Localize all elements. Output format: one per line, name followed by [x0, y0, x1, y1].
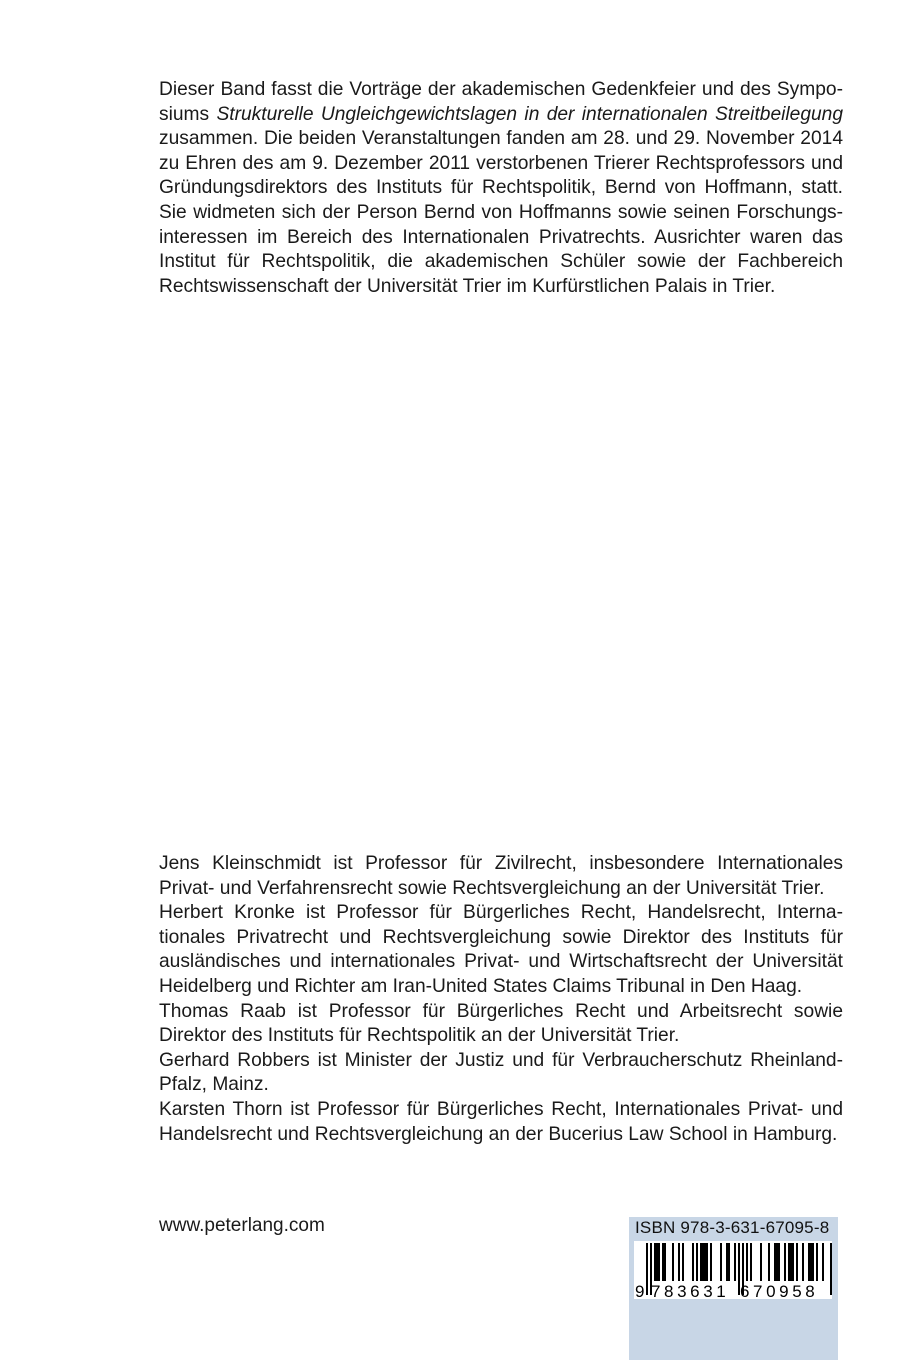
barcode-bar: [720, 1243, 722, 1281]
symposium-title: Strukturelle Ungleichgewichtslagen in der internationalen Streitbeilegung: [216, 103, 844, 125]
barcode-bar: [812, 1243, 814, 1281]
barcode-bar: [816, 1243, 818, 1281]
barcode-bar: [784, 1243, 786, 1281]
blurb-text-intro: Dieser Band fasst die Vorträge der akademischen Gedenkfeier und des Symposiums: [159, 79, 843, 125]
barcode-bar: [790, 1243, 792, 1281]
barcode-bar: [746, 1243, 748, 1281]
barcode-bar: [710, 1243, 712, 1281]
barcode-bar: [810, 1243, 812, 1281]
barcode-digits-left: 783631: [651, 1282, 730, 1299]
barcode-bar: [774, 1243, 776, 1281]
barcode-digits-right: 670958: [740, 1282, 819, 1299]
author-biographies: [159, 852, 843, 1147]
barcode-graphic: [634, 1241, 832, 1299]
blurb-text-body: zusammen. Die beiden Veranstaltungen fanden am 28. und 29. November 2014 zu Ehren des am 9. Dezember 2011 verstorbenen Trierer Rechtsprofessors und Gründungsdirektors des Instituts für Rechtspolitik, Bernd von Hoffmann, statt. Sie widmeten sich der Person Bernd von Hoffmanns sowie seinen Forschungsinteressen im Bereich des Internationalen Privatrechts. Ausrichter waren das Institut für Rechtspolitik, die akademischen Schüler sowie der Fachbereich Rechtswissenschaft der Universität Trier im Kurfürstlichen Palais in Trier.: [159, 128, 843, 297]
barcode-bar: [760, 1243, 762, 1281]
barcode-bar: [692, 1243, 694, 1281]
barcode-bar: [734, 1243, 736, 1281]
barcode-bar: [664, 1243, 666, 1281]
author-bio-kronke: Herbert Kronke ist Professor für Bürgerliches Recht, Handelsrecht, Internationales Privatrecht und Rechtsvergleichung sowie Direktor des Instituts für ausländisches und internationales Privat- und Wirtschaftsrecht der Universität Heidelberg und Richter am Iran-United States Claims Tribunal in Den Haag.: [159, 902, 843, 997]
barcode-bar: [750, 1243, 752, 1281]
barcode-bar: [768, 1243, 770, 1281]
barcode-bar: [656, 1243, 658, 1281]
barcode-bar: [678, 1243, 680, 1281]
author-bio-robbers: Gerhard Robbers ist Minister der Justiz und für Verbraucherschutz Rheinland-Pfalz, Mainz.: [159, 1049, 843, 1096]
barcode-bar: [802, 1243, 804, 1281]
blurb-paragraph: [159, 78, 843, 299]
barcode-bar: [830, 1243, 832, 1295]
barcode-bar: [704, 1243, 706, 1281]
barcode-bar: [788, 1243, 790, 1281]
barcode-bar: [702, 1243, 704, 1281]
isbn-number: ISBN 978-3-631-67095-8: [635, 1218, 830, 1237]
barcode-bar: [726, 1243, 728, 1281]
barcode-bar: [682, 1243, 684, 1281]
isbn-box: [629, 1217, 838, 1360]
publisher-website[interactable]: www.peterlang.com: [159, 1215, 325, 1236]
barcode-bar: [706, 1243, 708, 1281]
back-cover-blurb: [159, 78, 843, 299]
barcode-bar: [822, 1243, 824, 1281]
barcode-digit-first: 9: [635, 1282, 645, 1299]
barcode-bar: [658, 1243, 660, 1281]
barcode-bar: [776, 1243, 778, 1281]
barcode-bar: [662, 1243, 664, 1281]
barcode-bar: [672, 1243, 674, 1281]
barcode-bar: [646, 1243, 648, 1295]
barcode-bar: [778, 1243, 780, 1281]
isbn-barcode: [634, 1241, 832, 1299]
barcode-bar: [796, 1243, 798, 1281]
barcode-bar: [654, 1243, 656, 1281]
author-bio-raab: Thomas Raab ist Professor für Bürgerliches Recht und Arbeitsrecht sowie Direktor des Instituts für Rechtspolitik an der Universität Trier.: [159, 1000, 843, 1047]
barcode-bar: [696, 1243, 698, 1281]
barcode-bar: [808, 1243, 810, 1281]
barcode-bar: [792, 1243, 794, 1281]
barcode-bar: [728, 1243, 730, 1281]
author-bio-thorn: Karsten Thorn ist Professor für Bürgerliches Recht, Internationales Privat- und Handelsrecht und Rechtsvergleichung an der Bucerius Law School in Hamburg.: [159, 1098, 843, 1145]
author-bio-kleinschmidt: Jens Kleinschmidt ist Professor für Zivilrecht, insbesondere Internationales Privat- und Verfahrensrecht sowie Rechtsvergleichung an der Universität Trier.: [159, 853, 843, 899]
barcode-bar: [700, 1243, 702, 1281]
